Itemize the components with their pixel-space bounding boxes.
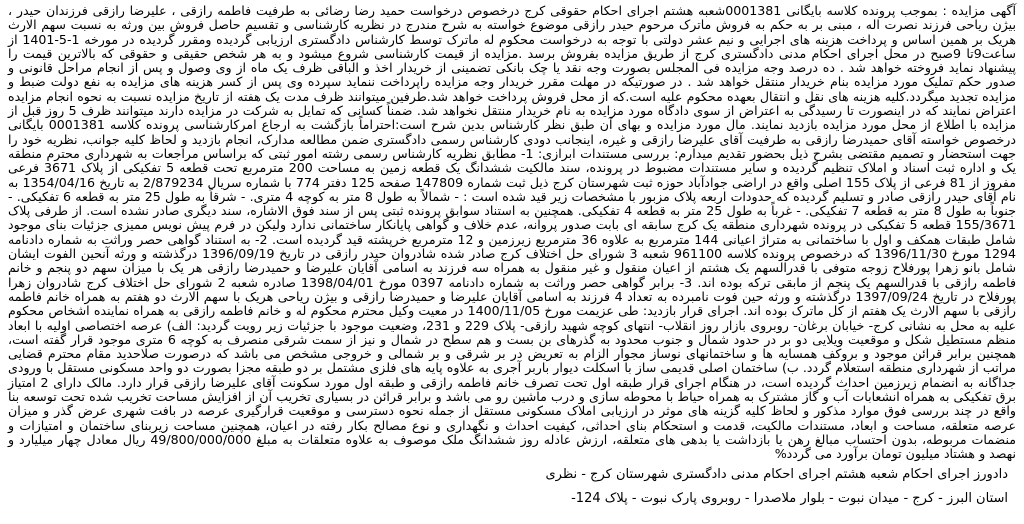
notice-footer bbox=[8, 466, 1016, 508]
footer-authority: دادورز اجرای احکام شعبه هشتم اجرای احکام مدنی دادگستری شهرستان کرج - نظری bbox=[545, 466, 1008, 482]
notice-body-text: آگهی مزایده : بموجب پرونده کلاسه بایگانی 0001381شعبه هشتم اجرای احکام حقوقی کرج درخصوص درخواست حمید رضا رضائی به طرفیت فاطمه رازقی ، علیرضا رازقی فرزندان حیدر ، بیژن ریاحی فرزند نصرت اله ، مبنی بر به حکم به فروش ماترک مرحوم حیدر رازقی موضوع خواسته به شرح مندرج در نظریه کارشناسی و تقسیم حاصل فروش بین ورثه به نسبت سهم الارث هریک بر همین اساس و پرداخت هزینه های اجرایی و نیم عشر دولتی با توجه به درخواست محکوم له ماترک توسط کارشناس دادگستری ارزیابی گردیده ومقرر گردیده در مورخه 1-5-1401 از ساعت9تا 9صبح در محل اجرای احکام مدنی دادگستری کرج از طریق مزایده بفروش برسد .مزایده از قیمت کارشناسی شروع میشود و به هر شخص حقیقی و حقوقی که بالاترین قیمت را پیشنهاد نماید فروخته خواهد شد . ده درصد وجه مزایده فی المجلس بصورت وجه نقد یا چک بانکی تضمینی از خریدار اخذ و الباقی ظرف یک ماه از وی وصول و پس از انجام مراحل قانونی و صدور حکم تملیک مورد مزایده بنام خریدار منتقل خواهد شد . در صورتیکه در مهلت مقرر خریدار وجه مزایده راپرداخت ننماید سپرده وی پس از کسر هزینه های مزایده به نفع دولت ضبط و مزایده تجدید میگردد.کلیه هزینه های نقل و انتقال بعهده محکوم علیه است.که از محل فروش پرداخت خواهد شد.طرفین میتوانند ظرف مدت یک هفته از تاریخ مزایده نسبت به نحوه انجام مزایده اعتراض نمایند که در اینصورت تا رسیدگی به اعتراض از سوی دادگاه مورد مزایده به نام خریدار منتقل نخواهد شد. ضمناً کسانی که تمایل به شرکت در مزایده دارند میتوانند ظرف 5 روز قبل از مزایده با اطلاع از محل مورد مزایده بازدید نمایند. مال مورد مزایده و بهای آن طبق نظر کارشناس بدین شرح است:احتراماً بازگشت به ارجاع امرکارشناسی پرونده کلاسه 0001381 بایگانی درخصوص خواسته آقای حمیدرضا رازقی به طرفیت آقای علیرضا رازقی و غیره، اینجانب دودی کارشناس رسمی دادگستری ضمن مطالعه مدارک، انجام بازدید و لحاظ کلیه جوانب، نظریه خود را جهت استحضار و تصمیم مقتضی بشرح ذیل بحضور تقدیم میدارم: بررسی مستندات ابرازی: 1- مطابق نظریه کارشناس رسمی رشته امور ثبتی که براساس مراجعات به شهرداری محترم منطقه یک و اداره ثبت اسناد و املاک تنظیم گردیده و سایر مستندات مضبوط در پرونده، سند مالکیت ششدانگ یک قطعه زمین به مساحت 200 مترمربع تحت قطعه 5 تفکیکی از پلاک 3671 فرعی مفروز از 81 فرعی از پلاک 155 اصلی واقع در اراضی جوادآباد حوزه ثبت شهرستان کرج ذیل ثبت شماره 147809 صفحه 125 دفتر 774 با شماره سریال 2/879234 به تاریخ 1354/04/16 به نام آقای حیدر رازقی صادر و تسلیم گردیده که حدودات اربعه پلاک مزبور با مشخصات زیر قید شده است : - شمالاً به طول 8 متر به کوچه 4 متری. - شرقاً به طول 25 متر به قطعه 6 تفکیکی. - جنوباً به طول 8 متر به قطعه 7 تفکیکی. - غرباً به طول 25 متر به قطعه 4 تفکیکی. همچنین به استناد سوابق پرونده ثبتی پس از سند فوق الاشاره، سند دیگری صادر نشده است. از طرفی پلاک 155/3671 قطعه 5 تفکیکی در پرونده شهرداری منطقه یک کرج سابقه ای بابت صدور پروانه، عدم خلاف و گواهی پایانکار ساختمانی ندارد ولیکن در فرم پیش نویس ممیزی جزئیات بنای موجود شامل طبقات همکف و اول با ساختمانی به متراژ اعیانی 144 مترمربع به علاوه 36 مترمربع زیرزمین و 12 مترمربع خرپشته قید گردیده است. 2- به استناد گواهی حصر وراثت به شماره دادنامه 1294 مورخ 1396/11/30 که درخصوص پرونده کلاسه 961100 شعبه 3 شورای حل اختلاف کرج صادر شده شادروان حیدر رازقی در تاریخ 1396/09/19 درگذشته و ورثه آنحین الفوت ایشان شامل بانو زهرا پورفلاح زوجه متوفی با قدرالسهم یک هشتم از اعیان منقول و غیر منقول به همراه سه فرزند به اسامی آقایان علیرضا و حمیدرضا رازقی هر یک با میزان سهم دو پنجم و خانم فاطمه رازقی با قدرالسهم یک پنجم از مابقی ترکه بوده اند. 3- برابر گواهی حصر وراثت به شماره دادنامه 0397 مورخ 1398/04/01 صادره شعبه 2 شورای حل اختلاف کرج شادروان زهرا پورفلاح در تاریخ 1397/09/24 درگذشته و ورثه حین فوت نامبرده به تعداد 4 فرزند به اسامی آقایان علیرضا و حمیدرضا رازقی و بیژن ریاحی هریک با سهم الارث دو هفتم به همراه خانم فاطمه رازقی با سهم الارث یک هفتم از کل ماترک بوده اند. اجرای قرار بازدید: طی عزیمت مورخ 1400/11/05 در معیت وکیل محترم محکوم له و خانم فاطمه رازقی به همراه نماینده اشخاص محکوم علیه به محل به نشانی کرج- خیابان برغان- روبروی بازار روز انقلاب- انتهای کوچه شهید رازقی- پلاک 229 و 231، وضعیت موجود با جزئیات زیر رویت گردید: الف) عرصه اختصاصی اولیه با ابعاد منظم مستطیل شکل و موقعیت ویلایی دو بر در حدود شمال و جنوب محدود به گذرهای بن بست و هم سطح در شمال و نیز از سمت شرقی منصرف به کوچه 6 متری موجود قرار گفته است، همچنین برابر قرائن موجود و بروکف همسایه ها و ساختمانهای نوساز مجوار الزام به تعریض در بر شرقی و بر شمالی و خروجی مشخص می باشد که درصورت صلاحدید مقام محترم قضایی مراتب از شهرداری منطقه استعلام گردد. ب) ساختمان اصلی قدیمی ساز با اسکلت دیوار باربر آجری به علاوه پایه های فلزی مشتمل بر دو طبقه مجزا بصورت دو واحد مسکونی مستقل با ورودی جداگانه به انضمام زیرزمین احداث گردیده است، در هنگام اجرای قرار طبقه اول تحت تصرف خانم فاطمه رازقی و طبقه اول مورد سکونت آقای علیرضا رازقی قرار دارد. مالک دارای 2 امتیاز برق تفکیکی به همراه انشعابات آب و گاز مشترک به همراه حیاط با محوطه سازی و درب ماشین رو می باشد و برابر قرائن در بسیاری تخریب آن از افزایش مساحت تخریب شده تحت توسعه بنا واقع در چند بررسی فوق موارد مذکور و لحاظ کلیه گزینه های موثر در ارزیابی املاک مسکونی مستقل از جمله نحوه دسترسی و موقعیت قرارگیری عرصه در بافت شهری عرض گذر و میزان عرصه متعلقه، مساحت و ابعاد، مستندات مالکیت، قدمت و استحکام بنای احداثی، کیفیت احداث و نگهداری و نوع مصالح بکار رفته در اعیان، همچنین مساحت زیربنای ساختمان و امتیازات و منضمات مربوطه، بدون احتساب مبالغ رهن یا بازداشت یا بدهی های متعلقه، ارزش عادله روز ششدانگ ملک موصوف به علاوه متعلقات به مبلغ 49/800/000/000 ریال معادل چهار میلیارد و نهصد و هشتاد میلیون تومان برآورد می گردد% bbox=[8, 3, 1017, 462]
footer-address: استان البرز - کرج - میدان نبوت - بلوار ملاصدرا - روبروی پارک نبوت - پلاک 124- bbox=[571, 490, 1008, 506]
